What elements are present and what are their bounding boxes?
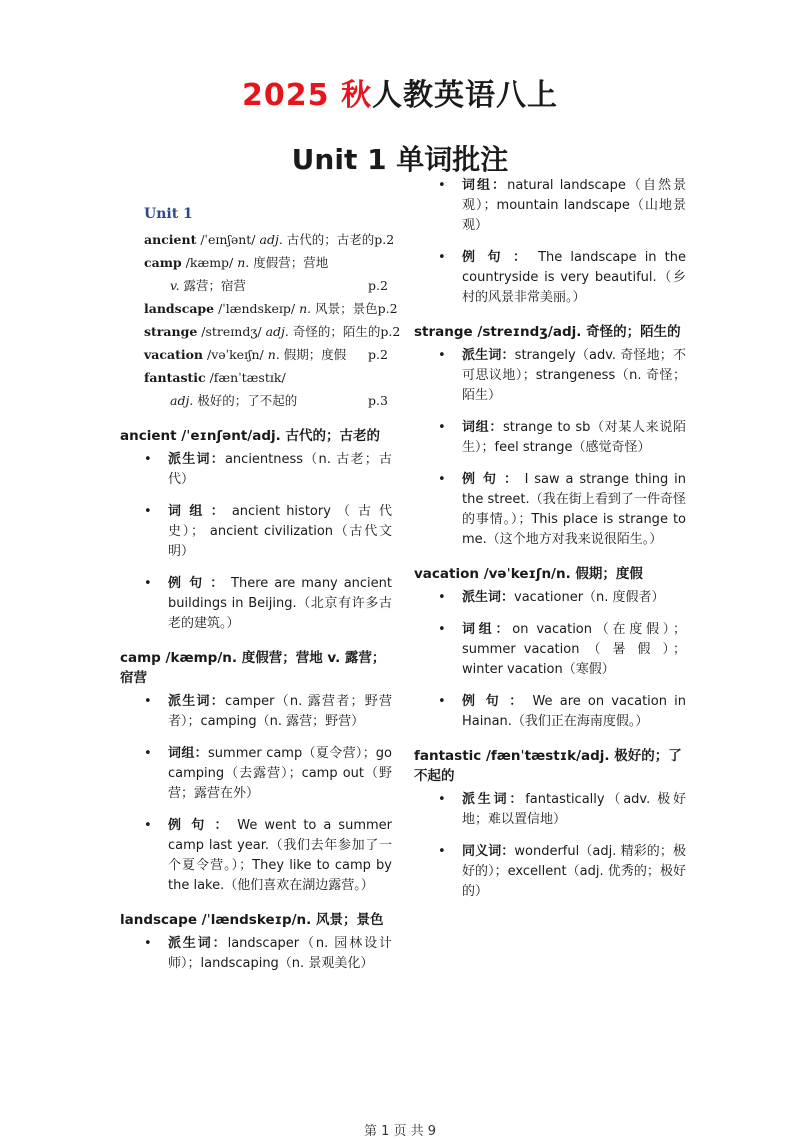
vocab-meaning: 奇怪的；陌生的 (288, 324, 381, 339)
vocab-word: vacation (144, 347, 204, 362)
vocab-word: camp (144, 255, 182, 270)
entry-list (414, 588, 686, 732)
item-label: 例 句 ： (462, 250, 530, 265)
vocab-word: fantastic (144, 370, 206, 385)
page-title (0, 70, 800, 114)
unit-label: Unit 1 (144, 206, 193, 222)
item-text: landscaper（n. 园林设计师）；landscaping（n. 景观美化） (168, 936, 392, 971)
entry-item (414, 176, 686, 236)
entry-list (414, 790, 686, 902)
item-text: vacationer（n. 度假者） (514, 590, 665, 605)
entry-item (120, 692, 392, 732)
item-label: 派生词： (168, 694, 226, 709)
entry-list (414, 346, 686, 550)
item-label: 词组： (462, 178, 508, 193)
vocab-word: strange (144, 324, 198, 339)
vocab-meaning: 露营；宿营 (179, 278, 247, 293)
item-label: 例 句 ： (168, 818, 231, 833)
vocab-meaning: 度假营；营地 (249, 255, 329, 270)
entry-item (414, 842, 686, 902)
item-label: 派生词： (462, 590, 515, 605)
vocab-page (368, 366, 394, 389)
entry-item (414, 470, 686, 550)
vocab-page: p.2 (380, 324, 401, 339)
entry-item (414, 248, 686, 308)
vocab-phonetic: /kæmp/ (181, 255, 238, 270)
item-text: strange to sb（对某人来说陌生）；feel strange（感觉奇怪） (462, 420, 686, 455)
vocab-pos: adj. (170, 393, 194, 408)
item-label: 同义词： (462, 844, 515, 859)
vocab-pos: adj. (265, 324, 289, 339)
vocab-page: p.2 (377, 301, 398, 316)
entry-item (120, 816, 392, 896)
vocab-text (144, 343, 368, 366)
vocab-phonetic: /ˈeɪnʃənt/ (196, 232, 260, 247)
vocab-text (144, 297, 378, 320)
vocab-word: landscape (144, 301, 215, 316)
vocab-pos: n. (299, 301, 312, 316)
entry-item (120, 574, 392, 634)
vocab-summary-box (144, 206, 401, 412)
item-label: 派生词： (462, 348, 515, 363)
page-title-year: 2025 秋 (242, 78, 372, 113)
item-text: fantastically（adv. 极好地；难以置信地） (462, 792, 686, 827)
page-title-text: 人教英语八上 (371, 78, 558, 113)
item-label: 词 组 ： (168, 504, 226, 519)
vocab-pos: adj. (259, 232, 283, 247)
vocab-phonetic: /streɪndʒ/ (197, 324, 266, 339)
vocab-phonetic: /vəˈkeɪʃn/ (203, 347, 268, 362)
vocab-text (144, 228, 374, 251)
vocab-page: p.2 (368, 278, 388, 293)
vocab-meaning: 风景；景色 (311, 301, 378, 316)
vocab-pos: v. (170, 278, 180, 293)
item-text: wonderful（adj. 精彩的；极好的）；excellent（adj. 优秀的；极好的） (462, 844, 686, 899)
page-subtitle: Unit 1 单词批注 (291, 143, 509, 176)
entry-item (120, 450, 392, 490)
item-label: 词组： (462, 622, 513, 637)
vocab-text (144, 274, 368, 297)
item-label: 例 句 ： (168, 576, 226, 591)
entry-list (120, 934, 392, 974)
item-label: 派生词： (168, 936, 228, 951)
vocab-text (144, 251, 368, 274)
vocab-page: p.3 (368, 393, 388, 408)
item-label: 派生词： (462, 792, 526, 807)
item-text: We are on vacation in Hainan.（我们正在海南度假。） (462, 694, 686, 729)
vocab-line (144, 343, 394, 366)
entry-list (120, 692, 392, 896)
entry-item (414, 790, 686, 830)
item-label: 词组： (462, 420, 503, 435)
entry-item (414, 346, 686, 406)
item-label: 例 句 ： (462, 694, 526, 709)
vocab-line (144, 366, 394, 389)
item-text: The landscape in the countryside is very beautiful.（乡村的风景非常美丽。） (462, 250, 686, 305)
item-label: 例 句 ： (462, 472, 519, 487)
vocab-text (144, 320, 380, 343)
vocab-text (144, 366, 368, 389)
entry-heading: vacation /vəˈkeɪʃn/n. 假期；度假 (414, 566, 643, 582)
item-label: 派生词： (168, 452, 225, 467)
entry-item (120, 934, 392, 974)
vocab-line (144, 297, 398, 320)
left-column (120, 206, 401, 988)
vocab-line (144, 320, 401, 343)
page-footer: 第 1 页 共 9 (363, 1124, 437, 1139)
right-column (414, 176, 686, 916)
vocab-line (144, 251, 394, 274)
item-text: There are many ancient buildings in Beijing.（北京有许多古老的建筑。） (168, 576, 392, 631)
entry-heading: strange /streɪndʒ/adj. 奇怪的；陌生的 (414, 324, 681, 340)
entry-heading: landscape /ˈlændskeɪp/n. 风景；景色 (120, 912, 384, 928)
entry-item (120, 502, 392, 562)
entry-item (120, 744, 392, 804)
left-entries (120, 426, 392, 974)
item-text: We went to a summer camp last year.（我们去年参加了一个夏令营。）；They like to camp by the lake.（他们喜欢在湖边露营。） (168, 818, 392, 893)
vocab-phonetic: /ˈlændskeɪp/ (214, 301, 300, 316)
vocab-meaning: 古代的；古老的 (282, 232, 375, 247)
vocab-word: ancient (144, 232, 197, 247)
vocab-pos: n. (237, 255, 250, 270)
vocab-meaning: 极好的；了不起的 (193, 393, 298, 408)
item-text: strangely（adv. 奇怪地；不可思议地）；strangeness（n. 奇怪；陌生） (462, 348, 686, 403)
entry-item (414, 588, 686, 608)
entry-list (120, 450, 392, 634)
entry-heading: ancient /ˈeɪnʃənt/adj. 古代的；古老的 (120, 428, 380, 444)
entry-heading: camp /kæmp/n. 度假营；营地 v. 露营；宿营 (120, 650, 386, 686)
item-text: on vacation（在度假）；summer vacation （ 暑 假 ）；winter vacation（寒假） (462, 622, 686, 677)
entry-item (414, 620, 686, 680)
vocab-text (144, 389, 368, 412)
vocab-line (144, 228, 394, 251)
entry-heading: fantastic /fænˈtæstɪk/adj. 极好的；了不起的 (414, 748, 682, 784)
vocab-page: p.2 (368, 347, 388, 362)
item-label: 词组： (168, 746, 209, 761)
entry-item (414, 692, 686, 732)
vocab-meaning: 假期；度假 (279, 347, 347, 362)
vocab-line (144, 389, 394, 412)
item-text: ancient history （ 古 代 史）； ancient civilization（古代文明） (168, 504, 392, 559)
vocab-line (144, 274, 394, 297)
entry-item (414, 418, 686, 458)
item-text: summer camp（夏令营）；go camping（去露营）；camp out（野营；露营在外） (168, 746, 392, 801)
item-text: natural landscape（自然景观）；mountain landscape（山地景观） (462, 178, 686, 233)
vocab-page (368, 251, 394, 274)
vocab-pos: n. (267, 347, 280, 362)
item-text: ancientness（n. 古老；古代） (168, 452, 392, 487)
entry-list (414, 176, 686, 308)
vocab-page: p.2 (374, 232, 395, 247)
item-text: I saw a strange thing in the street.（我在街上看到了一件奇怪的事情。）；This place is strange to me.（这个地方对我来说很陌生。） (462, 472, 686, 547)
vocab-phonetic: /fænˈtæstɪk/ (205, 370, 286, 385)
item-text: camper（n. 露营者；野营者）；camping（n. 露营；野营） (168, 694, 392, 729)
